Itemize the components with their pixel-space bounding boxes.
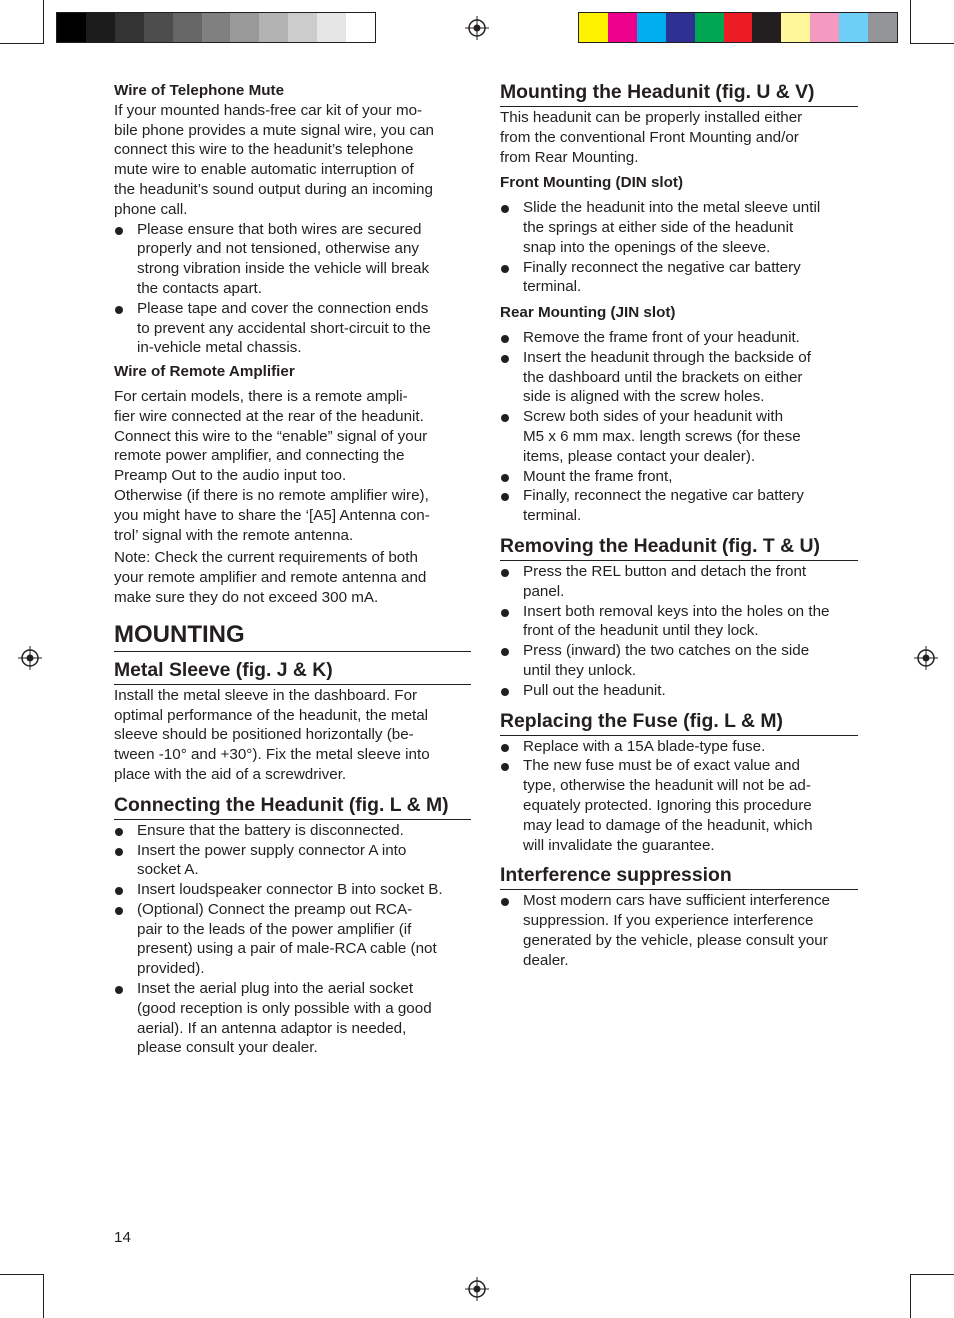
bullet-icon [115, 887, 123, 895]
bullet-list [500, 562, 858, 701]
list-item: Inset the aerial plug into the aerial socket (good reception is only possible with a good aerial). If an antenna adaptor is needed, please consult your dealer. [114, 979, 471, 1058]
color-swatch [608, 13, 637, 42]
bullet-list [500, 328, 858, 526]
list-item: Most modern cars have sufficient interference suppression. If you experience interference generated by the vehicle, please consult your dealer. [500, 891, 858, 970]
color-swatch [346, 13, 375, 42]
bullet-list [114, 821, 471, 1059]
list-item: Slide the headunit into the metal sleeve until the springs at either side of the headunit snap into the openings of the sleeve. [500, 198, 858, 257]
paragraph: This headunit can be properly installed either from the conventional Front Mounting and/or from Rear Mounting. [500, 109, 803, 166]
section-heading: Interference suppression [500, 863, 858, 890]
section-heading: Removing the Headunit (fig. T & U) [500, 534, 858, 561]
registration-mark-icon [465, 16, 489, 40]
chapter-title: MOUNTING [114, 620, 471, 652]
crop-mark [910, 43, 954, 44]
color-swatch [839, 13, 868, 42]
left-column [114, 81, 471, 1058]
list-item: Insert both removal keys into the holes on the front of the headunit until they lock. [500, 602, 858, 642]
section-heading: Mounting the Headunit (fig. U & V) [500, 80, 858, 107]
crop-mark [43, 0, 44, 44]
list-item: Insert the power supply connector A into socket A. [114, 841, 471, 881]
color-swatch [259, 13, 288, 42]
section-heading: Metal Sleeve (fig. J & K) [114, 658, 471, 685]
paragraph: If your mounted hands-free car kit of your mo- bile phone provides a mute signal wire, you can connect this wire to the headunit’s telephone mute wire to enable automatic interruption of the headunit’s sound output during an incoming phone call. [114, 101, 434, 218]
color-swatch [115, 13, 144, 42]
bullet-icon [501, 569, 509, 577]
color-swatch [695, 13, 724, 42]
color-swatch [317, 13, 346, 42]
list-item: Press (inward) the two catches on the side until they unlock. [500, 641, 858, 681]
color-swatch [288, 13, 317, 42]
bullet-icon [115, 227, 123, 235]
bullet-icon [501, 898, 509, 906]
color-swatch [868, 13, 897, 42]
section-heading: Wire of Telephone Mute [114, 82, 285, 99]
list-item: Press the REL button and detach the front panel. [500, 562, 858, 602]
list-item: Pull out the headunit. [500, 681, 858, 701]
color-swatch [637, 13, 666, 42]
bullet-icon [501, 265, 509, 273]
list-item: Remove the frame front of your headunit. [500, 328, 858, 348]
color-swatch [86, 13, 115, 42]
list-item: Please ensure that both wires are secured properly and not tensioned, otherwise any strong vibration inside the vehicle will break the contacts apart. [114, 220, 471, 299]
color-swatch [666, 13, 695, 42]
color-swatch [724, 13, 753, 42]
section-heading: Replacing the Fuse (fig. L & M) [500, 709, 858, 736]
bullet-icon [501, 474, 509, 482]
bullet-icon [501, 688, 509, 696]
crop-mark [43, 1274, 44, 1318]
registration-mark-icon [18, 646, 42, 670]
bullet-icon [501, 744, 509, 752]
section-heading: Connecting the Headunit (fig. L & M) [114, 793, 471, 820]
registration-mark-icon [914, 646, 938, 670]
process-color-bar [578, 12, 898, 43]
list-item: Replace with a 15A blade-type fuse. [500, 737, 858, 757]
color-swatch [579, 13, 608, 42]
crop-mark [0, 1274, 44, 1275]
bullet-icon [115, 986, 123, 994]
bullet-icon [115, 848, 123, 856]
bullet-icon [501, 609, 509, 617]
bullet-icon [501, 355, 509, 363]
color-swatch [230, 13, 259, 42]
list-item: Ensure that the battery is disconnected. [114, 821, 471, 841]
bullet-icon [115, 306, 123, 314]
bullet-icon [501, 335, 509, 343]
section-heading: Wire of Remote Amplifier [114, 363, 295, 381]
bullet-icon [501, 205, 509, 213]
section-heading: Rear Mounting (JIN slot) [500, 304, 676, 322]
paragraph: Install the metal sleeve in the dashboard. For optimal performance of the headunit, the metal sleeve should be positioned horizontally (be- tween -10° and +30°). Fix the metal sleeve into place with the aid of a screwdriver. [114, 686, 430, 783]
crop-mark [910, 0, 911, 44]
crop-mark [910, 1274, 954, 1275]
list-item: Finally reconnect the negative car battery terminal. [500, 258, 858, 298]
color-swatch [57, 13, 86, 42]
bullet-icon [501, 493, 509, 501]
color-swatch [173, 13, 202, 42]
bullet-icon [501, 648, 509, 656]
bullet-list [500, 198, 858, 297]
bullet-icon [115, 828, 123, 836]
color-swatch [202, 13, 231, 42]
note-paragraph: Note: Check the current requirements of both your remote amplifier and remote antenna and make sure they do not exceed 300 mA. [114, 549, 427, 606]
grayscale-color-bar [56, 12, 376, 43]
list-item: The new fuse must be of exact value and type, otherwise the headunit will not be ad- equately protected. Ignoring this procedure may lead to damage of the headunit, which will invalidate the guarantee. [500, 756, 858, 855]
color-swatch [752, 13, 781, 42]
bullet-list [500, 737, 858, 856]
color-swatch [810, 13, 839, 42]
right-column [500, 80, 858, 970]
list-item: Screw both sides of your headunit with M5 x 6 mm max. length screws (for these items, please contact your dealer). [500, 407, 858, 466]
crop-mark [0, 43, 44, 44]
list-item: Please tape and cover the connection ends to prevent any accidental short-circuit to the in-vehicle metal chassis. [114, 299, 471, 358]
list-item: (Optional) Connect the preamp out RCA- pair to the leads of the power amplifier (if present) using a pair of male-RCA cable (not provided). [114, 900, 471, 979]
crop-mark [910, 1274, 911, 1318]
page-number: 14 [114, 1229, 131, 1246]
color-swatch [144, 13, 173, 42]
bullet-icon [501, 414, 509, 422]
section-heading: Front Mounting (DIN slot) [500, 174, 684, 192]
color-swatch [781, 13, 810, 42]
paragraph: For certain models, there is a remote ampli- fier wire connected at the rear of the headunit. Connect this wire to the “enable” signal of your remote power amplifier, and connecting the Preamp Out to the audio input too. Otherwise (if there is no remote amplifier wire), you might have to share the ‘[A5] Antenna con- trol’ signal with the remote antenna. [114, 387, 430, 544]
list-item: Insert the headunit through the backside of the dashboard until the brackets on either side is aligned with the screw holes. [500, 348, 858, 407]
list-item: Mount the frame front, [500, 467, 858, 487]
registration-mark-icon [465, 1277, 489, 1301]
bullet-icon [501, 763, 509, 771]
list-item: Finally, reconnect the negative car battery terminal. [500, 486, 858, 526]
list-item: Insert loudspeaker connector B into socket B. [114, 880, 471, 900]
bullet-list [500, 891, 858, 970]
bullet-icon [115, 907, 123, 915]
bullet-list [114, 220, 471, 359]
